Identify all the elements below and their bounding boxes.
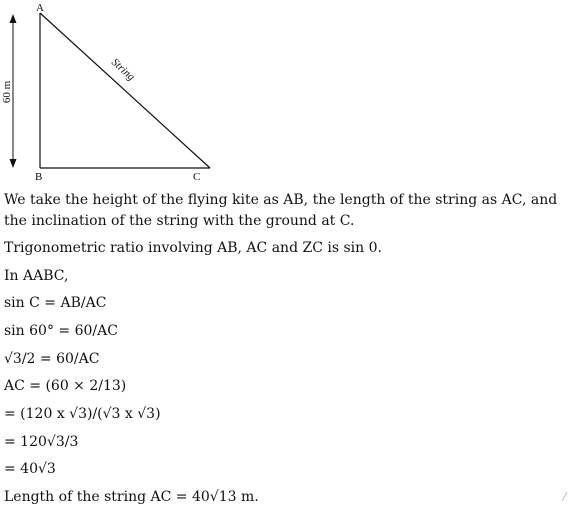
step-7: = 40√3	[4, 461, 56, 477]
kite-string-triangle-figure	[0, 0, 230, 185]
height-arrow-bottom	[10, 159, 17, 168]
conclusion-line: Length of the string AC = 40√13 m.	[4, 489, 259, 505]
step-6: = 120√3/3	[4, 434, 79, 450]
step-5: = (120 x √3)/(√3 x √3)	[4, 406, 161, 422]
trig-ratio-line: Trigonometric ratio involving AB, AC and ZC is sin 0.	[4, 240, 382, 256]
vertex-c-label: C	[193, 171, 201, 183]
step-2: sin 60° = 60/AC	[4, 323, 118, 339]
height-arrow-top	[10, 14, 17, 23]
solution-intro: We take the height of the flying kite as AB, the length of the string as AC, and the inclination of the string with the ground at C.	[4, 192, 558, 229]
height-label: 60 m	[1, 80, 13, 104]
step-4: AC = (60 × 2/13)	[4, 378, 127, 394]
vertex-b-label: B	[35, 171, 43, 183]
hypotenuse-string-label: String	[108, 56, 138, 84]
step-3: √3/2 = 60/AC	[4, 351, 100, 367]
triangle-reference-line: In AABC,	[4, 268, 69, 284]
vertex-a-label: A	[36, 2, 44, 14]
side-ac-hypotenuse	[40, 13, 210, 168]
step-1: sin C = AB/AC	[4, 295, 107, 311]
page-edge-mark	[561, 490, 569, 502]
